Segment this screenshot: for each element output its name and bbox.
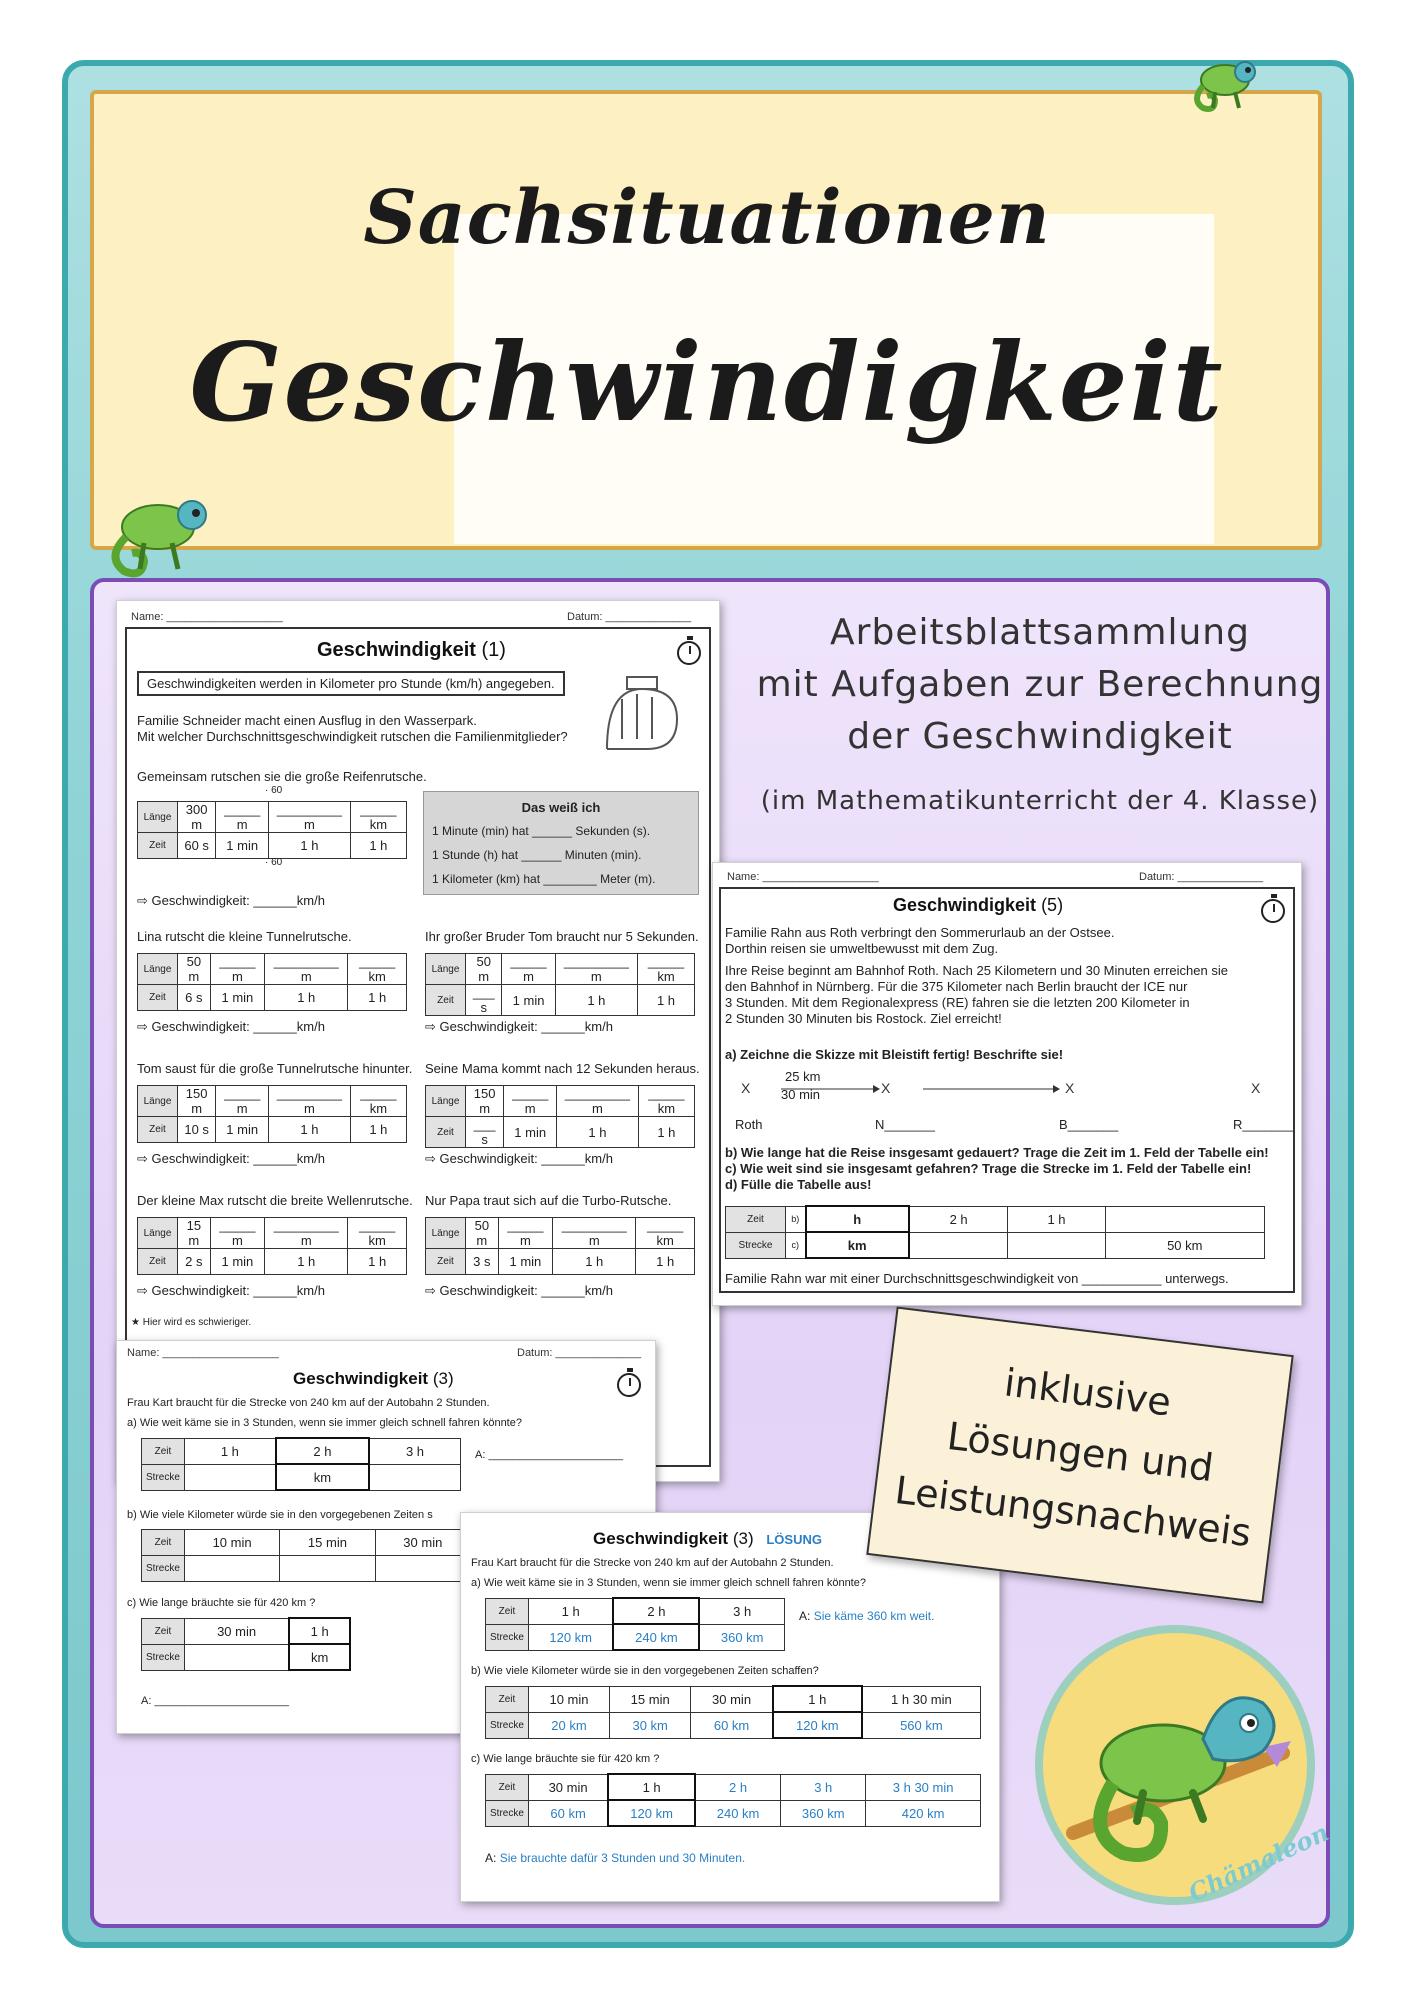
cell: _____ m [216,1086,269,1117]
speed-answer: ⇨ Geschwindigkeit: ______km/h [137,1019,325,1034]
factor-below: · 60 [265,857,283,868]
cell: 1 h [773,1686,862,1712]
cell: _____ m [210,954,264,985]
cell: km [289,1644,350,1670]
knowledge-title: Das weiß ich [521,800,601,815]
cell: 150 m [466,1086,504,1117]
rule-box: Geschwindigkeiten werden in Kilometer pro Stunde (km/h) angegeben. [137,671,565,696]
cell: _____ km [348,954,407,985]
cell: _________ m [265,954,348,985]
cell: 1 h [638,1117,694,1148]
sketch-min: 30 min [781,1087,821,1102]
question-c: c) Wie lange bräuchte sie für 420 km ? [127,1597,316,1609]
included-note [866,1307,1293,1604]
cell: 60 km [691,1712,773,1738]
sketch-r: R_______ [1233,1117,1293,1132]
cell: 15 m [178,1218,211,1249]
cell: 560 km [862,1712,981,1738]
cell [184,1556,279,1582]
answer-prefix: A: [799,1609,811,1623]
cell: 3 h 30 min [866,1774,981,1800]
cell: _________ m [269,802,351,833]
cell: 15 min [280,1530,375,1556]
answer-text: Sie käme 360 km weit. [813,1609,935,1623]
cell: 15 min [610,1686,691,1712]
table-6 [137,1217,407,1275]
cell: 60 km [528,1800,608,1826]
cell: 1 min [216,833,269,859]
cell [375,1556,470,1582]
sheet-title [293,1369,454,1389]
label-zeit: Zeit [486,1598,529,1624]
title-text: Geschwindigkeit [593,1529,729,1548]
label-zeit: Zeit [426,1117,466,1148]
cell: 1 h [184,1438,275,1464]
label-strecke: Strecke [142,1556,185,1582]
cell: _________ m [265,1218,348,1249]
cell: _____ m [216,802,269,833]
question-c: c) Wie weit sind sie insgesamt gefahren? Trage die Strecke im 1. Feld der Tabelle ein! [725,1161,1252,1176]
note-line-3: Leistungsnachweis [892,1467,1254,1556]
label-laenge: Länge [426,1086,466,1117]
cell: 240 km [695,1800,781,1826]
final-answer: Familie Rahn war mit einer Durchschnittsgeschwindigkeit von ___________ unterwegs. [725,1271,1229,1286]
cell: 1 h [269,1117,351,1143]
label-strecke: Strecke [726,1232,786,1258]
sketch-roth: Roth [735,1117,763,1132]
sketch-diagram [733,1075,1283,1115]
question-b: b) Wie viele Kilometer würde sie in den vorgegebenen Zeiten schaffen? [471,1665,819,1677]
table-2 [137,953,407,1011]
intro-2: Mit welcher Durchschnittsgeschwindigkeit rutschen die Familienmitglieder? [137,729,568,744]
label-zeit: Zeit [426,985,466,1016]
label-zeit: Zeit [138,1117,178,1143]
speed-answer: ⇨ Geschwindigkeit: ______km/h [425,1283,613,1298]
cell: 1 h [637,985,694,1016]
svg-text:X: X [1251,1080,1261,1096]
knowledge-line-2: 1 Stunde (h) hat ______ Minuten (min). [432,848,642,862]
knowledge-line-1: 1 Minute (min) hat ______ Sekunden (s). [432,824,651,838]
desc-line-2: mit Aufgaben zur Berechnung [756,664,1324,705]
cell: 120 km [773,1712,862,1738]
label-laenge: Länge [138,954,178,985]
label-strecke: Strecke [486,1712,529,1738]
cell: 2 h [909,1206,1008,1232]
intro: Frau Kart braucht für die Strecke von 240 km auf der Autobahn 2 Stunden. [127,1397,490,1409]
solution-badge: LÖSUNG [766,1532,822,1547]
label-zeit: Zeit [138,1249,178,1275]
name-label: Name: ___________________ [127,1347,279,1359]
name-label: Name: ___________________ [727,871,879,883]
cell: _________ m [269,1086,351,1117]
label-laenge: Länge [426,1218,466,1249]
task-4: Tom saust für die große Tunnelrutsche hinunter. [137,1061,413,1076]
cell [184,1644,289,1670]
cell: ___ s [466,1117,504,1148]
cell: km [276,1464,369,1490]
story-1: Familie Rahn aus Roth verbringt den Sommerurlaub an der Ostsee. [725,925,1115,940]
cell: 1 h [636,1249,695,1275]
cover-subtitle: Sachsituationen [363,175,1051,261]
svg-text:X: X [1065,1080,1075,1096]
cell: 1 min [210,985,264,1011]
svg-text:X: X [881,1080,891,1096]
cell: _________ m [553,1218,636,1249]
story-4: den Bahnhof in Nürnberg. Für die 375 Kilometer nach Berlin braucht der ICE nur [725,979,1188,994]
answer-prefix: A: [485,1851,497,1865]
desc-line-3: der Geschwindigkeit [847,716,1233,757]
cell: _____ km [348,1218,407,1249]
cell: 3 s [466,1249,499,1275]
title-number: (3) [432,1369,454,1388]
cell: 10 min [184,1530,279,1556]
sketch-km: 25 km [785,1069,821,1084]
answer-line: A: ______________________ [141,1695,290,1707]
svg-text:X: X [741,1080,751,1096]
cell: 3 h [781,1774,866,1800]
cell: 3 h [369,1438,461,1464]
cell: _________ m [555,954,637,985]
solution-table-c [485,1773,981,1827]
question-a: a) Wie weit käme sie in 3 Stunden, wenn sie immer gleich schnell fahren könnte? [471,1577,866,1589]
stopwatch-icon [677,641,701,665]
story-5: 3 Stunden. Mit dem Regionalexpress (RE) fahren sie die letzten 200 Kilometer in [725,995,1190,1010]
task-2: Lina rutscht die kleine Tunnelrutsche. [137,929,352,944]
cell: 1 h [528,1598,613,1624]
cell: 360 km [781,1800,866,1826]
speed-answer: ⇨ Geschwindigkeit: ______km/h [425,1019,613,1034]
cell: ___ s [466,985,502,1016]
knowledge-box [423,791,699,895]
cell: _____ km [350,802,406,833]
worksheet-3-solution [460,1512,1000,1902]
cell: c) [786,1232,806,1258]
answer-a [799,1609,934,1623]
travel-table [725,1205,1265,1259]
cell [184,1464,275,1490]
cell: 30 min [528,1774,608,1800]
solution-table-b [485,1685,981,1739]
cell: 50 m [178,954,211,985]
cell: 1 min [504,1117,557,1148]
table-5 [425,1085,695,1148]
label-zeit: Zeit [726,1206,786,1232]
cell: 1 h [265,1249,348,1275]
cell: 30 km [610,1712,691,1738]
desc-line-4: (im Mathematikunterricht der 4. Klasse) [760,786,1320,816]
cell [1105,1206,1264,1232]
cell: _____ m [502,954,555,985]
cell: _____ km [637,954,694,985]
task-5: Seine Mama kommt nach 12 Sekunden heraus. [425,1061,700,1076]
cell: km [806,1232,909,1258]
knowledge-line-3: 1 Kilometer (km) hat ________ Meter (m). [432,872,656,886]
speed-answer: ⇨ Geschwindigkeit: ______km/h [137,1283,325,1298]
cell [369,1464,461,1490]
cell: 1 h [555,985,637,1016]
date-label: Datum: ______________ [517,1347,642,1359]
cell: 150 m [178,1086,216,1117]
task-1: Gemeinsam rutschen sie die große Reifenrutsche. [137,769,427,784]
cell: 20 km [528,1712,609,1738]
cell: 1 h [350,833,406,859]
cell: 360 km [699,1624,784,1650]
label-laenge: Länge [138,1086,178,1117]
question-b: b) Wie viele Kilometer würde sie in den vorgegebenen Zeiten s [127,1509,433,1521]
answer-text: Sie brauchte dafür 3 Stunden und 30 Minuten. [499,1851,746,1865]
date-label: Datum: ______________ [1139,871,1264,883]
task-6: Der kleine Max rutscht die breite Wellenrutsche. [137,1193,413,1208]
task-7: Nur Papa traut sich auf die Turbo-Rutsche. [425,1193,672,1208]
title-text: Geschwindigkeit [317,639,476,661]
cell: 2 h [276,1438,369,1464]
cell: 120 km [528,1624,613,1650]
cell: _________ m [557,1086,639,1117]
task-3: Ihr großer Bruder Tom braucht nur 5 Sekunden. [425,929,699,944]
speed-answer: ⇨ Geschwindigkeit: ______km/h [425,1151,613,1166]
speed-answer: ⇨ Geschwindigkeit: ______km/h [137,893,325,908]
label-zeit: Zeit [486,1686,529,1712]
table-4 [137,1085,407,1143]
table-a [141,1437,461,1491]
label-strecke: Strecke [486,1800,529,1826]
cell: _____ km [636,1218,695,1249]
sketch-b: B_______ [1059,1117,1119,1132]
answer-line: A: ______________________ [475,1449,624,1461]
waterslide-icon [597,669,687,759]
cell: 1 h 30 min [862,1686,981,1712]
title-text: Geschwindigkeit [293,1369,429,1388]
cell: 1 h [608,1774,695,1800]
cell: 1 min [502,985,555,1016]
cell: 2 s [178,1249,211,1275]
cell: 60 s [178,833,216,859]
cell: 420 km [866,1800,981,1826]
table-7 [425,1217,695,1275]
cell: 2 h [613,1598,699,1624]
title-number: (5) [1041,895,1064,915]
cell: 30 min [184,1618,289,1644]
label-zeit: Zeit [142,1438,185,1464]
question-c: c) Wie lange bräuchte sie für 420 km ? [471,1753,660,1765]
cell [909,1232,1008,1258]
table-b [141,1529,471,1582]
label-zeit: Zeit [142,1530,185,1556]
chameleon-small-icon [1185,48,1265,120]
cell: 2 h [695,1774,781,1800]
question-a: a) Wie weit käme sie in 3 Stunden, wenn sie immer gleich schnell fahren könnte? [127,1417,522,1429]
question-b: b) Wie lange hat die Reise insgesamt gedauert? Trage die Zeit im 1. Feld der Tabelle ein! [725,1145,1269,1160]
sketch-n: N_______ [875,1117,935,1132]
intro: Frau Kart braucht für die Strecke von 240 km auf der Autobahn 2 Stunden. [471,1557,834,1569]
label-laenge: Länge [138,802,178,833]
cover-title: Geschwindigkeit [189,320,1225,446]
cell: 1 h [1008,1206,1105,1232]
cell: _____ m [504,1086,557,1117]
cell: 1 h [348,1249,407,1275]
cell: 3 h [699,1598,784,1624]
cell: h [806,1206,909,1232]
cell: 30 min [691,1686,773,1712]
speed-answer: ⇨ Geschwindigkeit: ______km/h [137,1151,325,1166]
cell: _____ km [350,1086,406,1117]
note-line-2: Lösungen und [944,1413,1216,1491]
worksheet-5 [712,862,1302,1306]
cell: 1 h [350,1117,406,1143]
table-3 [425,953,695,1016]
label-strecke: Strecke [142,1644,185,1670]
table-c [141,1617,351,1671]
label-zeit: Zeit [142,1618,185,1644]
title-text: Geschwindigkeit [893,895,1037,915]
cell: 1 min [210,1249,264,1275]
cell: 1 h [553,1249,636,1275]
stopwatch-icon [617,1373,641,1397]
cell: 240 km [613,1624,699,1650]
question-d: d) Fülle die Tabelle aus! [725,1177,872,1192]
cell: b) [786,1206,806,1232]
cell: 50 m [466,954,502,985]
label-zeit: Zeit [138,833,178,859]
cell: 1 h [348,985,407,1011]
cell: 120 km [608,1800,695,1826]
sheet-title [317,639,506,662]
label-laenge: Länge [138,1218,178,1249]
cell: 10 s [178,1117,216,1143]
cell: 6 s [178,985,211,1011]
note-line-1: inklusive [1001,1360,1174,1425]
label-zeit: Zeit [426,1249,466,1275]
cell: 50 km [1105,1232,1264,1258]
cell: 1 h [289,1618,350,1644]
logo-brand: Chämaleon [1183,1817,1333,1908]
cell [1008,1232,1105,1258]
cell: 1 min [498,1249,552,1275]
name-label: Name: ___________________ [131,611,283,623]
table-1 [137,801,407,859]
story-6: 2 Stunden 30 Minuten bis Rostock. Ziel erreicht! [725,1011,1002,1026]
chameleon-left-icon [100,485,220,590]
chameleon-logo [1035,1625,1333,1908]
story-3: Ihre Reise beginnt am Bahnhof Roth. Nach 25 Kilometern und 30 Minuten erreichen sie [725,963,1228,978]
stopwatch-icon [1261,899,1285,923]
sheet-title [893,895,1063,916]
desc-line-1: Arbeitsblattsammlung [830,612,1250,653]
cell: 1 h [557,1117,639,1148]
label-zeit: Zeit [486,1774,529,1800]
cell: 1 h [269,833,351,859]
cell: 1 h [265,985,348,1011]
label-strecke: Strecke [142,1464,185,1490]
factor-above: · 60 [265,785,283,796]
cell: 10 min [528,1686,609,1712]
difficulty-note: ★ Hier wird es schwieriger. [131,1317,252,1328]
solution-table-a [485,1597,785,1651]
title-number: (3) [732,1529,754,1548]
title-number: (1) [481,639,506,661]
cell: _____ km [638,1086,694,1117]
cell [280,1556,375,1582]
cell: 50 m [466,1218,499,1249]
cell: 300 m [178,802,216,833]
date-label: Datum: ______________ [567,611,692,623]
cell: _____ m [498,1218,552,1249]
answer-c [485,1851,745,1865]
intro-1: Familie Schneider macht einen Ausflug in den Wasserpark. [137,713,477,728]
label-strecke: Strecke [486,1624,529,1650]
cell: 1 min [216,1117,269,1143]
cell: _____ m [210,1218,264,1249]
sheet-title [593,1529,822,1549]
story-2: Dorthin reisen sie umweltbewusst mit dem Zug. [725,941,999,956]
label-zeit: Zeit [138,985,178,1011]
cell: 30 min [375,1530,470,1556]
label-laenge: Länge [426,954,466,985]
question-a: a) Zeichne die Skizze mit Bleistift fertig! Beschrifte sie! [725,1047,1064,1062]
